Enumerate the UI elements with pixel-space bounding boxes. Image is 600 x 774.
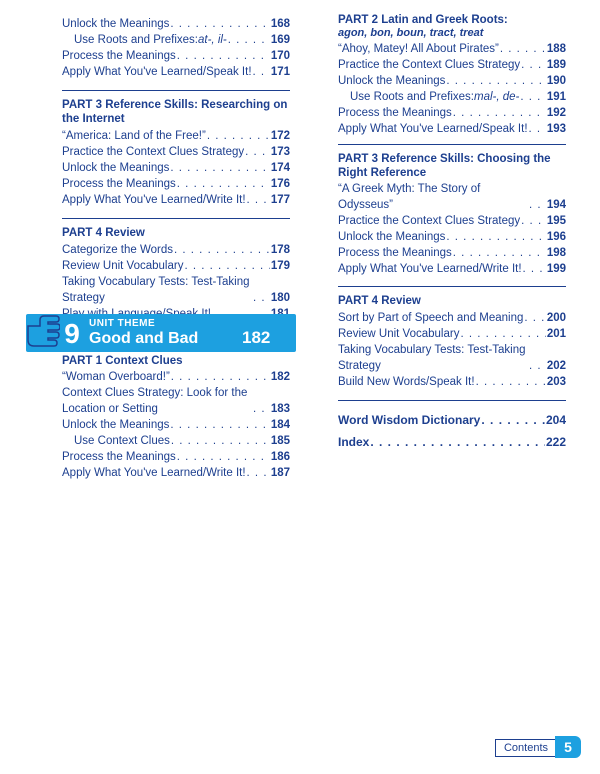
dot-leader: [245, 144, 270, 160]
toc-entry: [62, 258, 290, 274]
dot-leader: [370, 434, 545, 450]
toc-entry-page: 194: [546, 199, 566, 211]
toc-entry: [62, 417, 290, 433]
toc-entry-title: Unlock the Meanings: [62, 18, 170, 30]
dot-leader: [253, 401, 270, 417]
toc-entry-page: 172: [270, 130, 290, 142]
toc-entry-page: 182: [270, 371, 290, 383]
toc-entry-page: 176: [270, 178, 290, 190]
toc-entry: [338, 73, 566, 89]
toc-entry-page: 193: [546, 123, 566, 135]
toc-entry-page: 174: [270, 162, 290, 174]
toc-entry-page: 191: [546, 91, 566, 103]
toc-entry: [62, 176, 290, 192]
toc-entry-title: Use Roots and Prefixes:: [350, 91, 475, 103]
toc-entry-title: Sort by Part of Speech and Meaning: [338, 312, 524, 324]
dot-leader: [529, 121, 546, 137]
dot-leader: [171, 433, 270, 449]
dot-leader: [446, 73, 545, 89]
dot-leader: [253, 290, 270, 306]
toc-entry-prefix-list: at-, il-: [198, 34, 227, 46]
toc-entry-page: 201: [546, 328, 566, 340]
footer-page-number: 5: [555, 736, 581, 758]
footer-contents-label: Contents: [495, 739, 556, 757]
toc-entry-page: 200: [546, 312, 566, 324]
dot-leader: [453, 245, 546, 261]
unit-number: 9: [64, 318, 80, 349]
toc-entry-page: 179: [270, 260, 290, 272]
toc-entry-title: Practice the Context Clues Strategy: [338, 59, 521, 71]
toc-left-column: [62, 0, 290, 322]
toc-entry: [62, 433, 290, 449]
toc-entry: [338, 326, 566, 342]
toc-entry-page: 187: [270, 467, 290, 479]
toc-entry-title: Apply What You've Learned/Write It!: [62, 467, 246, 479]
toc-entry-title: “Ahoy, Matey! All About Pirates”: [338, 43, 499, 55]
toc-entry-title: Unlock the Meanings: [338, 231, 446, 243]
dot-leader: [177, 48, 270, 64]
toc-entry-title: Process the Meanings: [338, 247, 452, 259]
toc-entry: [338, 213, 566, 229]
toc-entry-title: Review Unit Vocabulary: [62, 260, 184, 272]
toc-entry-page: 170: [270, 50, 290, 62]
toc-entry-title: Process the Meanings: [62, 50, 176, 62]
toc-entry-title: Use Roots and Prefixes:: [74, 34, 199, 46]
toc-entry-prefix-list: mal-, de-: [474, 91, 520, 103]
toc-entry-title: Unlock the Meanings: [62, 162, 170, 174]
toc-entry-title: Practice the Context Clues Strategy: [338, 215, 521, 227]
toc-entry-page: 184: [270, 419, 290, 431]
dot-leader: [523, 261, 546, 277]
toc-entry-page: 199: [546, 263, 566, 275]
toc-entry-page: 169: [270, 34, 290, 46]
toc-entry-title: Apply What You've Learned/Speak It!: [62, 66, 252, 78]
toc-entry: [62, 449, 290, 465]
toc-entry-title: Unlock the Meanings: [338, 75, 446, 87]
dot-leader: [170, 160, 269, 176]
toc-entry: [338, 310, 566, 326]
dot-leader: [453, 105, 546, 121]
toc-entry-page: 198: [546, 247, 566, 259]
dot-leader: [500, 41, 546, 57]
toc-entry-page: 222: [545, 435, 566, 449]
toc-entry-page: 189: [546, 59, 566, 71]
toc-entry-page: 202: [546, 360, 566, 372]
toc-entry: [338, 342, 566, 374]
toc-entry: [338, 261, 566, 277]
toc-entry: [62, 242, 290, 258]
unit-theme-label: UNIT THEME: [89, 318, 156, 329]
toc-entry-title: Build New Words/Speak It!: [338, 376, 475, 388]
toc-entry-title: Process the Meanings: [62, 451, 176, 463]
part-heading: PART 4 Review: [338, 286, 566, 308]
toc-entry-title: Process the Meanings: [338, 107, 452, 119]
toc-entry-title: Taking Vocabulary Tests: Test-Taking Strategy: [62, 276, 250, 304]
toc-entry-title: Categorize the Words: [62, 244, 174, 256]
toc-entry: [338, 229, 566, 245]
toc-entry-title: Apply What You've Learned/Write It!: [338, 263, 522, 275]
toc-entry: [338, 57, 566, 73]
dot-leader: [174, 242, 270, 258]
toc-entry: [62, 64, 290, 80]
toc-entry: [338, 434, 566, 450]
dot-leader: [521, 213, 546, 229]
toc-entry-title: Index: [338, 435, 370, 449]
toc-entry: [62, 465, 290, 481]
toc-entry-title: Taking Vocabulary Tests: Test-Taking Strategy: [338, 344, 526, 372]
toc-entry-title: Process the Meanings: [62, 178, 176, 190]
toc-entry-page: 188: [546, 43, 566, 55]
toc-entry: [62, 128, 290, 144]
toc-entry: [62, 274, 290, 306]
toc-entry-page: 195: [546, 215, 566, 227]
toc-entry-title: “A Greek Myth: The Story of Odysseus”: [338, 183, 481, 211]
toc-entry: [62, 369, 290, 385]
dot-leader: [177, 449, 270, 465]
part-heading: PART 2 Latin and Greek Roots:: [338, 14, 508, 26]
toc-entry-title: Review Unit Vocabulary: [338, 328, 460, 340]
toc-entry-title: Practice the Context Clues Strategy: [62, 146, 245, 158]
toc-entry: [338, 41, 566, 57]
toc-entry-page: 173: [270, 146, 290, 158]
toc-entry: [62, 144, 290, 160]
toc-entry: [62, 32, 290, 48]
dot-leader: [228, 32, 270, 48]
unit-page-number: 182: [242, 328, 271, 347]
toc-entry: [338, 412, 566, 428]
toc-entry-title: “America: Land of the Free!”: [62, 130, 206, 142]
toc-entry-title: Unlock the Meanings: [62, 419, 170, 431]
pointing-hand-icon: [26, 312, 60, 354]
toc-entry-page: 203: [546, 376, 566, 388]
part-heading: PART 1 Context Clues: [62, 355, 183, 367]
toc-right-column: [338, 0, 566, 450]
dot-leader: [521, 57, 546, 73]
dot-leader: [529, 358, 546, 374]
dot-leader: [171, 369, 270, 385]
dot-leader: [460, 326, 545, 342]
toc-entry: [338, 181, 566, 213]
dot-leader: [529, 197, 546, 213]
toc-entry-page: 171: [270, 66, 290, 78]
toc-entry-title: Word Wisdom Dictionary: [338, 413, 481, 427]
toc-entry: [338, 374, 566, 390]
dot-leader: [247, 192, 270, 208]
dot-leader: [177, 176, 270, 192]
dot-leader: [476, 374, 546, 390]
toc-entry-page: 183: [270, 403, 290, 415]
toc-entry: [62, 16, 290, 32]
toc-entry-page: 180: [270, 292, 290, 304]
toc-entry: [338, 89, 566, 105]
toc-entry: [62, 385, 290, 417]
toc-entry-title: Apply What You've Learned/Write It!: [62, 194, 246, 206]
toc-unit9-part1: [62, 352, 290, 481]
dot-leader: [184, 258, 269, 274]
dot-leader: [520, 89, 545, 105]
toc-entry-page: 186: [270, 451, 290, 463]
dot-leader: [247, 465, 270, 481]
part-subheading: agon, bon, boun, tract, treat: [338, 27, 484, 39]
toc-entry: [62, 192, 290, 208]
dot-leader: [481, 412, 545, 428]
toc-entry-page: 192: [546, 107, 566, 119]
toc-entry-page: 190: [546, 75, 566, 87]
toc-entry-title: “Woman Overboard!”: [62, 371, 170, 383]
dot-leader: [170, 16, 269, 32]
toc-entry-page: 177: [270, 194, 290, 206]
part-heading: PART 3 Reference Skills: Researching on the Internet: [62, 90, 290, 126]
toc-entry-page: 185: [270, 435, 290, 447]
dot-leader: [524, 310, 545, 326]
dot-leader: [207, 128, 270, 144]
toc-entry: [338, 245, 566, 261]
dot-leader: [170, 417, 269, 433]
toc-entry-page: 204: [545, 413, 566, 427]
dot-leader: [253, 64, 270, 80]
toc-entry-page: 196: [546, 231, 566, 243]
toc-entry: [338, 121, 566, 137]
toc-entry-page: 168: [270, 18, 290, 30]
toc-entry-title: Apply What You've Learned/Speak It!: [338, 123, 528, 135]
dot-leader: [446, 229, 545, 245]
toc-entry-title: Use Context Clues: [74, 435, 170, 447]
unit-title: Good and Bad: [89, 330, 199, 347]
toc-entry-title: Context Clues Strategy: Look for the Location or Setting: [62, 387, 248, 415]
toc-entry-page: 178: [270, 244, 290, 256]
part-heading: PART 3 Reference Skills: Choosing the Right Reference: [338, 144, 566, 180]
toc-entry: [62, 160, 290, 176]
toc-entry: [338, 105, 566, 121]
toc-entry: [62, 48, 290, 64]
part-heading: PART 4 Review: [62, 218, 290, 240]
